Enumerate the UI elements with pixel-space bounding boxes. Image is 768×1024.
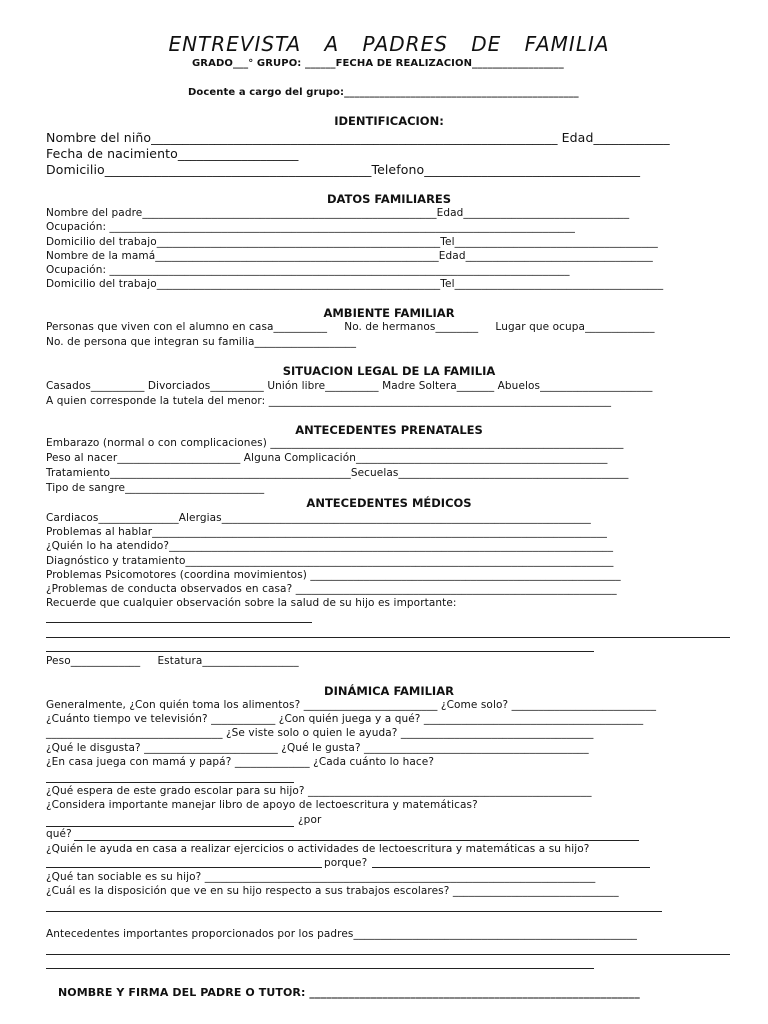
- blank-line: [46, 954, 730, 955]
- integrantes-familia-line: No. de persona que integran su familia___________________: [46, 336, 357, 348]
- conducta-line: ¿Problemas de conducta observados en casa? ____________________________________________________________: [46, 583, 617, 595]
- section-identificacion: IDENTIFICACION:: [334, 114, 444, 128]
- section-situacion-legal: SITUACION LEGAL DE LA FAMILIA: [282, 364, 496, 378]
- domicilio-line: Domicilio__________________________________________Telefono__________________________________: [46, 162, 641, 177]
- ocupacion-mama-line: Ocupación: ______________________________________________________________________________________: [46, 264, 570, 276]
- que-label: qué?: [46, 828, 72, 840]
- diagnostico-line: Diagnóstico y tratamiento________________________________________________________________________________: [46, 555, 614, 567]
- nombre-nino-line: Nombre del niño________________________________________________________________ Edad____________: [46, 130, 670, 145]
- recuerde-line: Recuerde que cualquier observación sobre la salud de su hijo es importante:: [46, 597, 457, 609]
- section-antecedentes-medicos: ANTECEDENTES MÉDICOS: [306, 496, 472, 510]
- docente-line: Docente a cargo del grupo:______________________________________________: [188, 87, 579, 98]
- blank-line: [46, 911, 662, 912]
- section-antecedentes-prenatales: ANTECEDENTES PRENATALES: [295, 423, 483, 437]
- disgusta-gusta-line: ¿Qué le disgusta? _________________________ ¿Qué le gusta? __________________________________________: [46, 742, 589, 754]
- blank-line: [46, 622, 312, 623]
- tutela-line: A quien corresponde la tutela del menor: ________________________________________________________________: [46, 395, 612, 407]
- libro-apoyo-line: ¿Considera importante manejar libro de apoyo de lectoescritura y matemáticas?: [46, 799, 478, 811]
- blank-line: [46, 651, 594, 652]
- psicomotores-line: Problemas Psicomotores (coordina movimientos) __________________________________________________________: [46, 569, 621, 581]
- form-title: ENTREVISTA A PADRES DE FAMILIA: [168, 32, 610, 56]
- disposicion-line: ¿Cuál es la disposición que ve en su hijo respecto a sus trabajos escolares? _______________________________: [46, 885, 619, 897]
- espera-grado-line: ¿Qué espera de este grado escolar para su hijo? _____________________________________________________: [46, 785, 592, 797]
- quien-atendido-line: ¿Quién lo ha atendido?___________________________________________________________________________________: [46, 540, 614, 552]
- porque-label: porque?: [324, 857, 368, 869]
- domicilio-trabajo-mama-line: Domicilio del trabajo_____________________________________________________Tel_______________________________________: [46, 278, 664, 290]
- blank-line: [46, 826, 294, 827]
- domicilio-trabajo-padre-line: Domicilio del trabajo_____________________________________________________Tel______________________________________: [46, 236, 658, 248]
- nombre-padre-line: Nombre del padre_______________________________________________________Edad_______________________________: [46, 207, 630, 219]
- antecedentes-importantes-line: Antecedentes importantes proporcionados por los padres_____________________________________________________: [46, 928, 638, 940]
- peso-estatura-line: Peso_____________ Estatura__________________: [46, 655, 299, 667]
- por-label: ¿por: [298, 814, 322, 826]
- cardiacos-line: Cardiacos_______________Alergias_____________________________________________________________________: [46, 512, 591, 524]
- firma-tutor-line: NOMBRE Y FIRMA DEL PADRE O TUTOR: ___________________________________________________________: [58, 986, 640, 999]
- blank-line: [74, 840, 639, 841]
- se-viste-line: _________________________________ ¿Se viste solo o quien le ayuda? ____________________________________: [46, 727, 594, 739]
- tipo-sangre-line: Tipo de sangre__________________________: [46, 482, 265, 494]
- blank-line: [46, 867, 322, 868]
- sociable-line: ¿Qué tan sociable es su hijo? _________________________________________________________________________: [46, 871, 596, 883]
- problemas-hablar-line: Problemas al hablar_____________________________________________________________________________________: [46, 526, 607, 538]
- blank-line: [46, 637, 730, 638]
- section-ambiente-familiar: AMBIENTE FAMILIAR: [323, 306, 455, 320]
- embarazo-line: Embarazo (normal o con complicaciones) __________________________________________________________________: [46, 437, 624, 449]
- quien-ayuda-line: ¿Quién le ayuda en casa a realizar ejercicios o actividades de lectoescritura y matemáticas a su hijo?: [46, 843, 590, 855]
- television-line: ¿Cuánto tiempo ve televisión? ____________ ¿Con quién juega y a qué? _________________________________________: [46, 713, 644, 725]
- blank-line: [372, 867, 650, 868]
- alimentos-line: Generalmente, ¿Con quién toma los alimentos? _________________________ ¿Come solo? ___________________________: [46, 699, 657, 711]
- section-datos-familiares: DATOS FAMILIARES: [326, 192, 452, 206]
- estado-civil-line: Casados__________ Divorciados__________ Unión libre__________ Madre Soltera_______ Abuelos_____________________: [46, 380, 653, 392]
- grado-grupo-fecha-line: GRADO___° GRUPO: ______FECHA DE REALIZACION__________________: [192, 58, 564, 69]
- juega-papas-line: ¿En casa juega con mamá y papá? ______________ ¿Cada cuánto lo hace?: [46, 756, 435, 768]
- section-dinamica-familiar: DINÁMICA FAMILIAR: [324, 684, 454, 698]
- nombre-mama-line: Nombre de la mamá_____________________________________________________Edad___________________________________: [46, 250, 653, 262]
- peso-nacer-line: Peso al nacer_______________________ Alguna Complicación_______________________________________________: [46, 452, 608, 464]
- blank-line: [46, 782, 294, 783]
- ocupacion-padre-line: Ocupación: _______________________________________________________________________________________: [46, 221, 575, 233]
- tratamiento-line: Tratamiento_____________________________________________Secuelas___________________________________________: [46, 467, 629, 479]
- blank-line: [46, 968, 594, 969]
- fecha-nacimiento-line: Fecha de nacimiento___________________: [46, 146, 299, 161]
- personas-casa-line: Personas que viven con el alumno en casa__________ No. de hermanos________ Lugar que ocupa_____________: [46, 321, 655, 333]
